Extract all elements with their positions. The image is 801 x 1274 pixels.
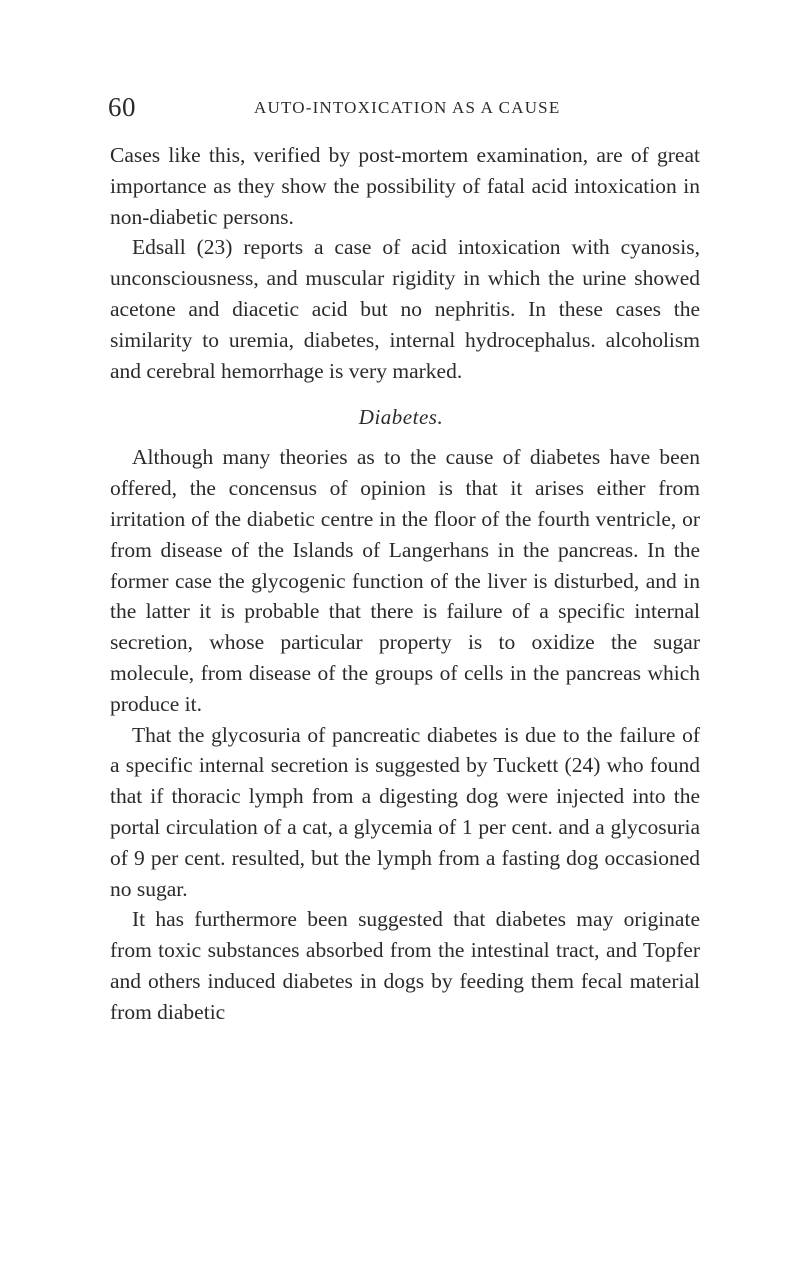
section-heading-diabetes: Diabetes. — [358, 405, 444, 430]
page-header — [108, 92, 698, 122]
body-text — [110, 140, 700, 1028]
paragraph-theories: Although many theories as to the cause of diabetes have been offered, the concensus of opinion is that it arises either from irritation of the diabetic centre in the floor of the fourth ventricle, or from disease of the Islands of Langerhans in the pancreas. In the former case the glycogenic function of the liver is disturbed, and in the latter it is probable that there is failure of a specific internal secretion, whose particular property is to oxidize the sugar molecule, from disease of the groups of cells in the pancreas which produce it. — [110, 445, 700, 716]
paragraph-toxic-substances: It has furthermore been suggested that diabetes may originate from toxic substances absorbed from the intestinal tract, and Topfer and others induced diabetes in dogs by feeding them fecal material from diabetic — [110, 907, 700, 1024]
paragraph-cases: Cases like this, verified by post-mortem examination, are of great importance as they show the possibility of fatal acid intoxication in non-diabetic persons. — [110, 143, 700, 229]
paragraph-glycosuria: That the glycosuria of pancreatic diabetes is due to the failure of a specific internal secretion is suggested by Tuckett (24) who found that if thoracic lymph from a digesting dog were injected into the portal circulation of a cat, a glycemia of 1 per cent. and a glycosuria of 9 per cent. resulted, but the lymph from a fasting dog occasioned no sugar. — [110, 722, 700, 901]
running-head: AUTO-INTOXICATION AS A CAUSE — [254, 98, 561, 117]
page-number: 60 — [108, 92, 136, 122]
paragraph-edsall: Edsall (23) reports a case of acid intoxication with cyanosis, unconsciousness, and muscular rigidity in which the urine showed acetone and diacetic acid but no nephritis. In these cases the similarity to uremia, diabetes, internal hydrocephalus. alcoholism and cerebral hemorrhage is very marked. — [110, 235, 700, 383]
